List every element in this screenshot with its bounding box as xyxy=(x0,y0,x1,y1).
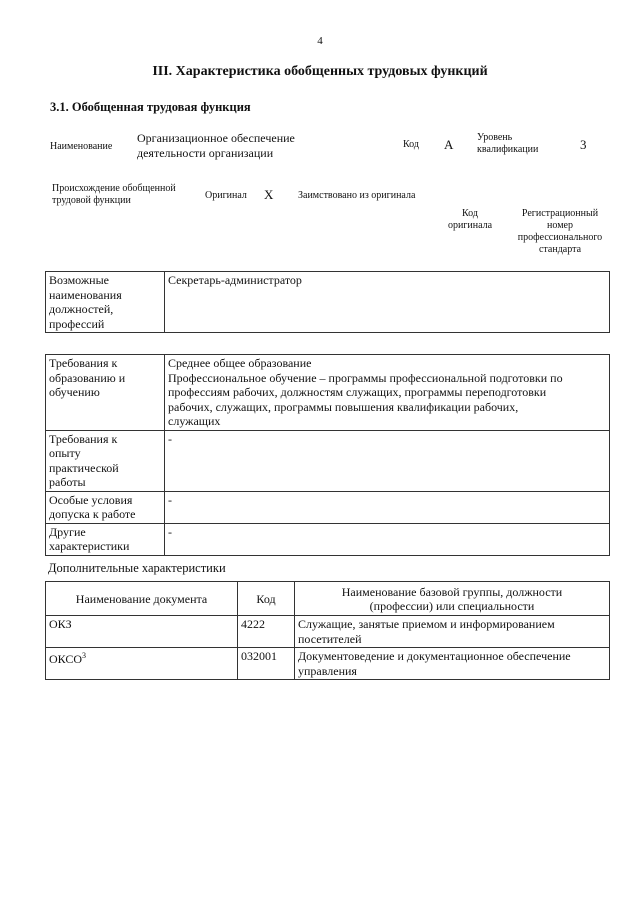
name-cell: Документоведение и документационное обеспечение управления xyxy=(295,648,610,680)
positions-table xyxy=(45,271,610,333)
experience-label: Требования к опыту практической работы xyxy=(46,430,165,491)
reg-number-line2: номер xyxy=(547,220,573,231)
function-name-line2: деятельности организации xyxy=(137,146,274,160)
level-label-line1: Уровень xyxy=(477,132,513,143)
doc-cell: ОКЗ xyxy=(46,616,238,648)
original-mark: X xyxy=(264,187,274,202)
subsection-title: 3.1. Обобщенная трудовая функция xyxy=(50,100,251,114)
table-row xyxy=(46,616,610,648)
education-value: Среднее общее образование Профессиональное обучение – программы профессиональной подготовки по профессиям рабочих, должностям служащих, программы переподготовки рабочих, служащих, программы повышения квалификации рабочих, служащих xyxy=(165,355,610,431)
education-label: Требования к образованию и обучению xyxy=(46,355,165,431)
additional-title: Дополнительные характеристики xyxy=(48,561,226,575)
level-value: 3 xyxy=(580,137,587,152)
code-original-line1: Код xyxy=(462,208,478,219)
special-conditions-label: Особые условия допуска к работе xyxy=(46,491,165,523)
name-cell: Служащие, занятые приемом и информированием посетителей xyxy=(295,616,610,648)
additional-table xyxy=(45,581,610,680)
table-row xyxy=(46,648,610,680)
requirements-table xyxy=(45,354,610,556)
code-cell: 4222 xyxy=(238,616,295,648)
col-code-header: Код xyxy=(238,582,295,616)
reg-number-line1: Регистрационный xyxy=(521,208,599,219)
code-value: А xyxy=(444,137,454,152)
original-label: Оригинал xyxy=(205,190,247,201)
origin-label-line2: трудовой функции xyxy=(52,195,131,206)
reg-number-line4: стандарта xyxy=(538,244,582,255)
reg-number-line3: профессионального xyxy=(517,232,603,243)
positions-value: Секретарь-администратор xyxy=(165,272,610,333)
other-characteristics-value: - xyxy=(165,523,610,555)
code-original-line2: оригинала xyxy=(447,220,493,231)
positions-label: Возможные наименования должностей, профессий xyxy=(46,272,165,333)
special-conditions-value: - xyxy=(165,491,610,523)
col-doc-header: Наименование документа xyxy=(46,582,238,616)
code-cell: 032001 xyxy=(238,648,295,680)
other-characteristics-label: Другие характеристики xyxy=(46,523,165,555)
footnote-mark: 3 xyxy=(82,651,87,660)
section-title: III. Характеристика обобщенных трудовых функций xyxy=(152,64,488,79)
code-label: Код xyxy=(403,139,419,150)
level-label-line2: квалификации xyxy=(477,144,539,155)
name-label: Наименование xyxy=(50,141,113,152)
page-number: 4 xyxy=(317,35,323,47)
origin-label-line1: Происхождение обобщенной xyxy=(52,183,176,194)
function-name-line1: Организационное обеспечение xyxy=(137,131,295,145)
borrowed-label: Заимствовано из оригинала xyxy=(298,190,416,201)
experience-value: - xyxy=(165,430,610,491)
col-name-header: Наименование базовой группы, должности (профессии) или специальности xyxy=(295,582,610,616)
doc-cell: ОКСО$^3$ xyxy=(46,648,238,680)
